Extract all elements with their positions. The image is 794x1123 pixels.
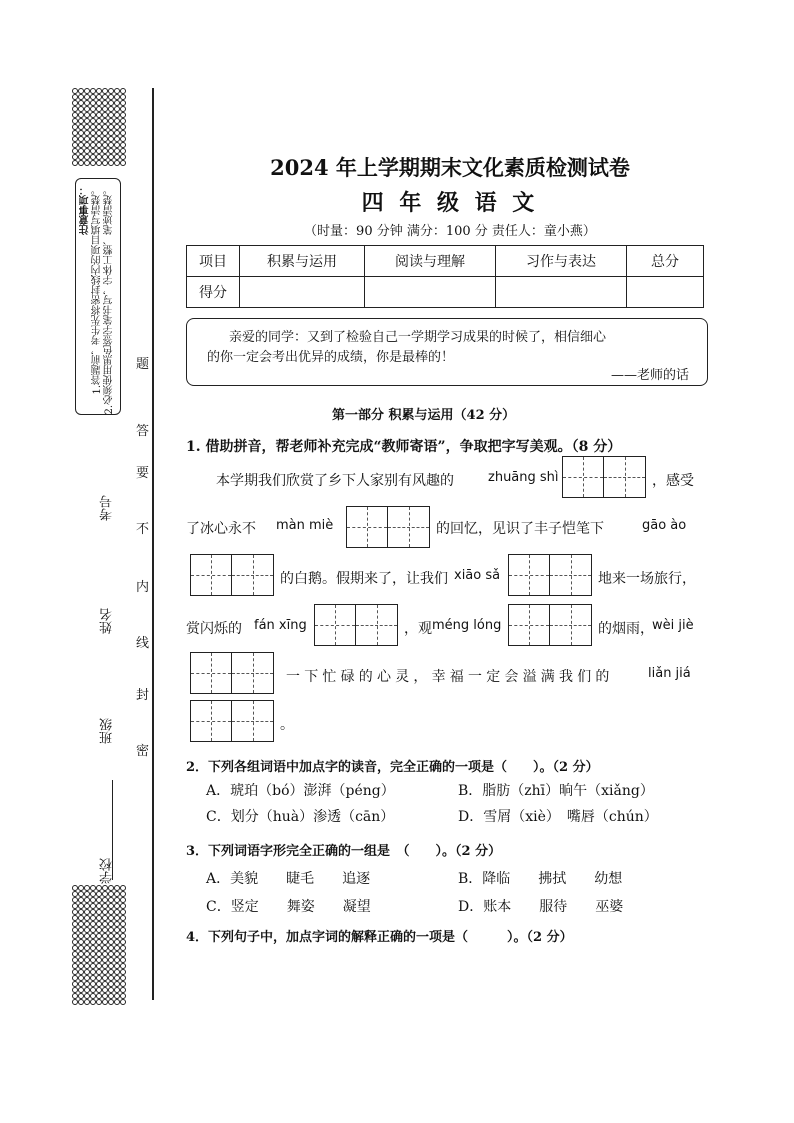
score-cell[interactable]: [627, 277, 704, 308]
notice-line2: 2.必须使用黑色签字笔书写，字体工整、笔迹清楚。: [104, 185, 115, 415]
seal-char: 线: [136, 636, 150, 651]
writing-grid[interactable]: [508, 554, 592, 596]
greeting-sign: ——老师的话: [610, 368, 689, 383]
seal-char: 题: [136, 357, 150, 372]
writing-grid[interactable]: [508, 604, 592, 646]
name-label: 姓名: [100, 608, 115, 634]
seal-char: 内: [136, 580, 150, 595]
notice-line1: 1.答题前，考生先将密封线内的项目填写清楚。: [92, 185, 103, 395]
notice-box: [75, 178, 121, 415]
q2-option-c[interactable]: C．划分（huà）渗透（cān）: [206, 809, 395, 825]
exam-subtitle: 四 年 级 语 文: [361, 190, 539, 216]
q1-stem: 1. 借助拼音，帮老师补充完成“教师寄语”，争取把字写美观。（8 分）: [186, 439, 622, 455]
notice-title: 注意事项：: [80, 185, 91, 235]
pinyin: fán xīng: [254, 618, 307, 633]
seal-char: 要: [136, 466, 150, 481]
exam-info: （时量：90 分钟 满分：100 分 责任人：童小燕）: [304, 224, 596, 239]
q2-option-a[interactable]: A．琥珀（bó）澎湃（péng）: [206, 783, 395, 799]
writing-grid[interactable]: [562, 456, 646, 498]
q1-text: 本学期我们欣赏了乡下人家别有风趣的: [216, 473, 454, 489]
writing-grid[interactable]: [190, 700, 274, 742]
seal-line: [152, 88, 154, 1000]
greeting-scroll: [186, 318, 708, 386]
number-label: 考号: [100, 495, 115, 521]
section-heading: 第一部分 积累与运用（42 分）: [332, 408, 516, 423]
school-label: 学校: [100, 858, 115, 884]
q3-option-d[interactable]: D．账本 服待 巫婆: [458, 899, 624, 915]
q1-text: 了冰心永不: [186, 521, 256, 537]
seal-char: 封: [136, 688, 150, 703]
q3-option-c[interactable]: C．竖定 舞姿 凝望: [206, 899, 371, 915]
pinyin: xiāo sǎ: [454, 568, 501, 583]
pinyin: wèi jiè: [652, 618, 694, 633]
writing-grid[interactable]: [190, 652, 274, 694]
score-row-label: 得分: [187, 277, 240, 308]
score-table: [186, 245, 704, 308]
q4-stem: 4．下列句子中，加点字词的解释正确的一项是（ ）。（2 分）: [186, 930, 573, 945]
q1-text: 的白鹅。假期来了，让我们: [280, 571, 448, 587]
q1-text: 一下忙碌的心灵，幸福一定会溢满我们的: [286, 669, 614, 685]
writing-grid[interactable]: [346, 506, 430, 548]
pinyin: gāo ào: [642, 518, 687, 533]
writing-grid[interactable]: [190, 554, 274, 596]
seal-char: 答: [136, 424, 150, 439]
q1-text: ，感受: [652, 473, 694, 489]
q1-text: 的烟雨，: [598, 621, 654, 637]
exam-title: 2024 年上学期期末文化素质检测试卷: [270, 155, 630, 180]
q3-stem: 3．下列词语字形完全正确的一组是 （ ）。（2 分）: [186, 844, 502, 859]
binding-holes-bottom: [72, 885, 128, 1005]
pinyin: zhuāng shì: [488, 470, 559, 485]
pinyin: méng lóng: [432, 618, 502, 633]
q1-text: ，观: [404, 621, 432, 637]
writing-grid[interactable]: [314, 604, 398, 646]
score-header: 习作与表达: [496, 246, 627, 277]
score-header: 阅读与理解: [365, 246, 496, 277]
score-header: 项目: [187, 246, 240, 277]
q2-stem: 2．下列各组词语中加点字的读音，完全正确的一项是（ ）。（2 分）: [186, 760, 599, 775]
q1-text: 地来一场旅行，: [598, 571, 696, 587]
q3-option-b[interactable]: B．降临 拂拭 幼想: [458, 871, 623, 887]
seal-char: 不: [136, 522, 150, 537]
pinyin: màn miè: [276, 518, 334, 533]
q1-text: 赏闪烁的: [186, 621, 242, 637]
pinyin: liǎn jiá: [648, 666, 691, 681]
class-label: 班级: [100, 718, 115, 744]
score-header: 总分: [627, 246, 704, 277]
greeting-text1: 亲爱的同学：又到了检验自己一学期学习成果的时候了，相信细心: [229, 330, 607, 345]
q3-option-a[interactable]: A．美貌 睫毛 追逐: [206, 871, 371, 887]
q1-text: 。: [280, 717, 294, 733]
q1-text: 的回忆，见识了丰子恺笔下: [436, 521, 604, 537]
score-cell[interactable]: [496, 277, 627, 308]
score-cell[interactable]: [240, 277, 365, 308]
q2-option-d[interactable]: D．雪屑（xiè） 嘴唇（chún）: [458, 809, 658, 825]
score-header: 积累与运用: [240, 246, 365, 277]
greeting-text2: 的你一定会考出优异的成绩，你是最棒的！: [207, 350, 455, 365]
binding-holes-top: [72, 88, 128, 166]
q2-option-b[interactable]: B．脂肪（zhī）晌午（xiǎng）: [458, 783, 654, 799]
score-cell[interactable]: [365, 277, 496, 308]
seal-char: 密: [136, 744, 150, 759]
